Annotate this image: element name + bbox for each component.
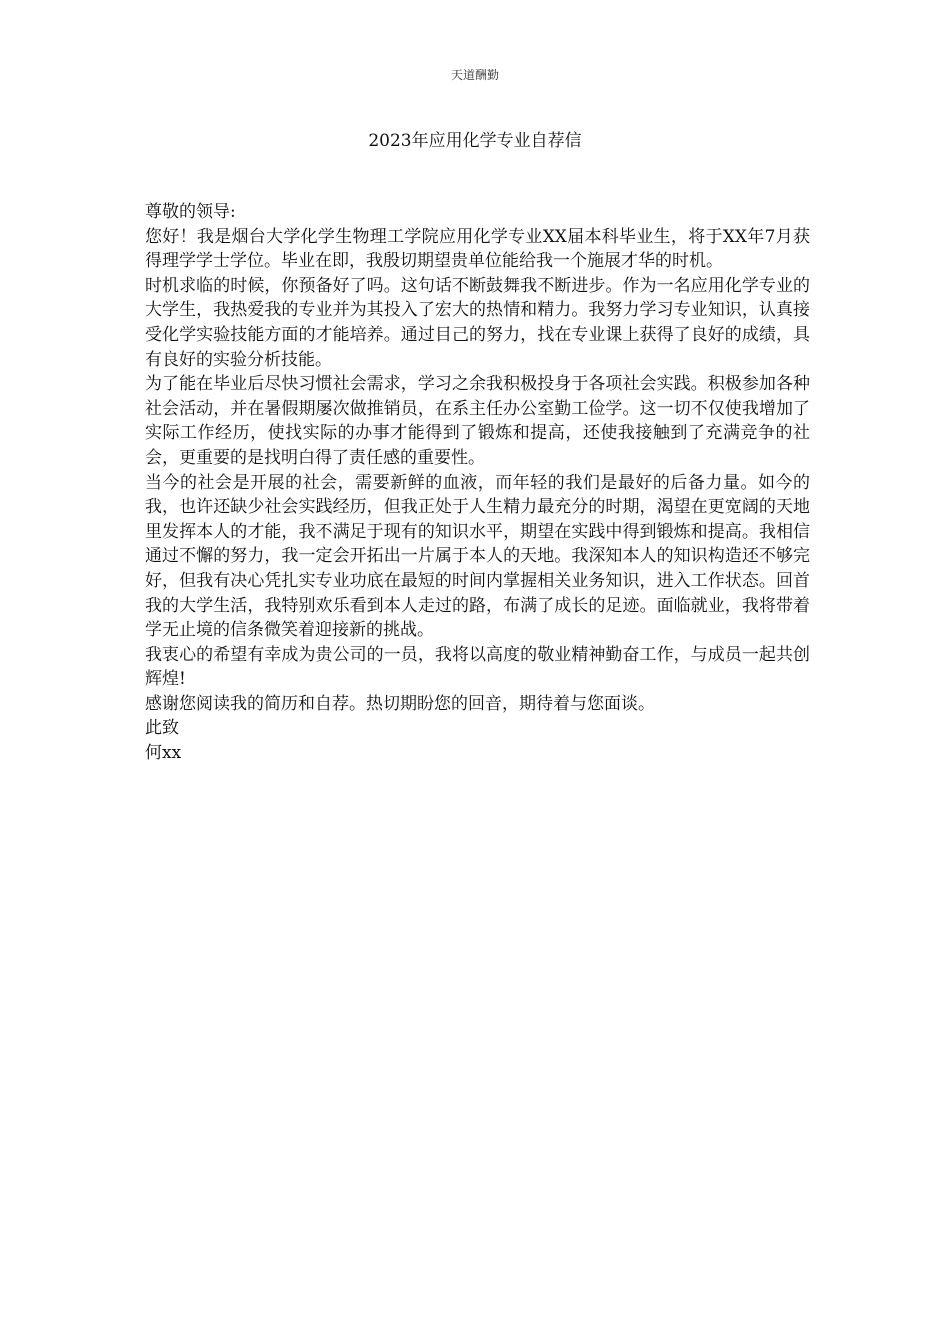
paragraph-practice: 为了能在毕业后尽快习惯社会需求，学习之余我积极投身于各项社会实践。积极参加各种社会活动，并在暑假期屡次做推销员，在系主任办公室勤工俭学。这一切不仅使我增加了实际工作经历，使找实际的办事才能得到了锻炼和提高，还使我接触到了充满竞争的社会，更重要的是找明白得了责任感的重要性。 — [145, 374, 810, 468]
paragraph-hope: 我衷心的希望有幸成为贵公司的一员，我将以高度的敬业精神勤奋工作，与成员一起共创辉煌! — [145, 644, 810, 690]
salutation: 尊敬的领导: — [145, 202, 236, 222]
letter-body — [145, 200, 810, 766]
paragraph-aspiration: 当今的社会是开展的社会，需要新鲜的血液，而年轻的我们是最好的后备力量。如今的我，也许还缺少社会实践经历，但我正处于人生精力最充分的时期，渴望在更宽阔的天地里发挥本人的才能，我不满足于现有的知识水平，期望在实践中得到锻炼和提高。我相信通过不懈的努力，我一定会开拓出一片属于本人的天地。我深知本人的知识构造还不够完好，但我有决心凭扎实专业功底在最短的时间内掌握相关业务知识，进入工作状态。回首我的大学生活，我特别欢乐看到本人走过的路，布满了成长的足迹。面临就业，我将带着学无止境的信条微笑着迎接新的挑战。 — [145, 472, 810, 641]
signature: 何xx — [145, 743, 182, 764]
document-title: 2023年应用化学专业自荐信 — [368, 131, 582, 151]
header-watermark: 天道酬勤 — [450, 68, 499, 82]
paragraph-thanks: 感谢您阅读我的简历和自荐。热切期盼您的回音，期待着与您面谈。 — [145, 693, 655, 714]
closing: 此致 — [145, 718, 179, 739]
paragraph-study: 时机求临的时候，你预备好了吗。这句话不断鼓舞我不断进步。作为一名应用化学专业的大学生，我热爱我的专业并为其投入了宏大的热情和精力。我努力学习专业知识，认真接受化学实验技能方面的才能培养。通过目己的努力，找在专业课上获得了良好的成绩，具有良好的实验分析技能。 — [145, 275, 810, 370]
paragraph-greeting: 您好！我是烟台大学化学生物理工学院应用化学专业XX届本科毕业生，将于XX年7月获得理学学士学位。毕业在即，我殷切期望贵单位能给我一个施展才华的时机。 — [145, 226, 810, 272]
